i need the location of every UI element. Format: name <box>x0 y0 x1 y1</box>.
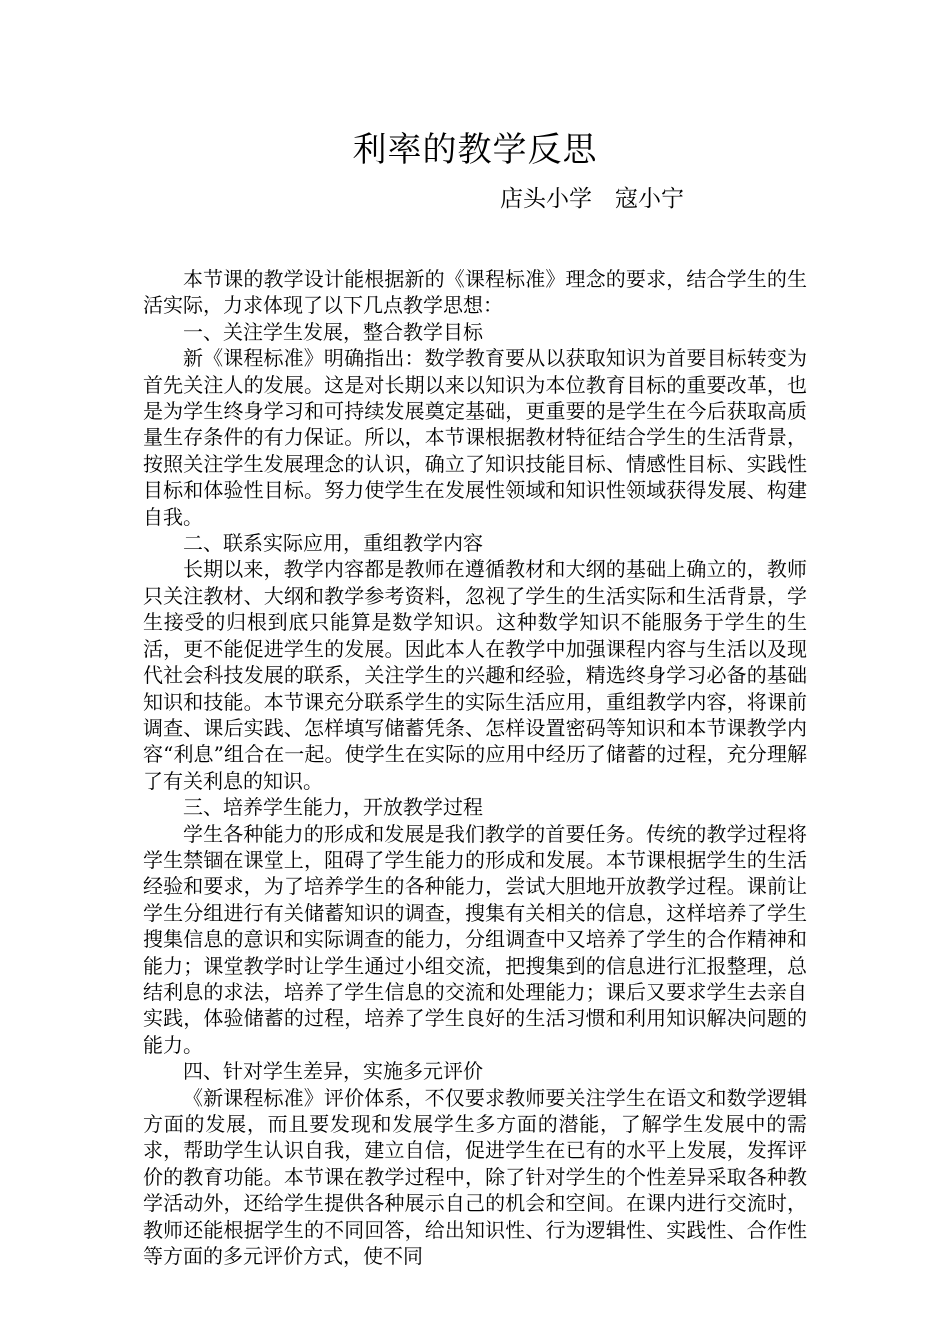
section-heading: 三、培养学生能力，开放教学过程 <box>183 795 483 820</box>
document-title: 利率的教学反思 <box>352 130 598 170</box>
body-paragraph: 《新课程标准》评价体系，不仅要求教师要关注学生在语文和数学逻辑方面的发展，而且要发现和发展学生多方面的潜能，了解学生发展中的需求，帮助学生认识自我，建立自信，促进学生在已有的水平上发展，发挥评价的教育功能。本节课在教学过程中，除了针对学生的个性差异采取各种教学活动外，还给学生提供各种展示自己的机会和空间。在课内进行交流时，教师还能根据学生的不同回答，给出知识性、行为逻辑性、实践性、合作性等方面的多元评价方式，使不同 <box>143 1085 807 1269</box>
section-heading: 四、针对学生差异，实施多元评价 <box>183 1059 483 1084</box>
body-paragraph: 学生各种能力的形成和发展是我们教学的首要任务。传统的教学过程将学生禁锢在课堂上，阻碍了学生能力的形成和发展。本节课根据学生的生活经验和要求，为了培养学生的各种能力，尝试大胆地开放教学过程。课前让学生分组进行有关储蓄知识的调查，搜集有关相关的信息，这样培养了学生搜集信息的意识和实际调查的能力，分组调查中又培养了学生的合作精神和能力；课堂教学时让学生通过小组交流，把搜集到的信息进行汇报整理，总结利息的求法，培养了学生信息的交流和处理能力；课后又要求学生去亲自实践，体验储蓄的过程，培养了学生良好的生活习惯和利用知识解决问题的能力。 <box>143 821 807 1057</box>
body-paragraph: 长期以来，教学内容都是教师在遵循教材和大纲的基础上确立的，教师只关注教材、大纲和教学参考资料，忽视了学生的生活实际和生活背景，学生接受的归根到底只能算是数学知识。这种数学知识不能服务于学生的生活，更不能促进学生的发展。因此本人在教学中加强课程内容与生活以及现代社会科技发展的联系，关注学生的兴趣和经验，精选终身学习必备的基础知识和技能。本节课充分联系学生的实际生活应用，重组教学内容，将课前调查、课后实践、怎样填写储蓄凭条、怎样设置密码等知识和本节课教学内容“利息”组合在一起。使学生在实际的应用中经历了储蓄的过程，充分理解了有关利息的知识。 <box>143 557 807 793</box>
document-body <box>143 266 807 1269</box>
section-heading: 二、联系实际应用，重组教学内容 <box>183 531 483 556</box>
section-heading: 一、关注学生发展，整合教学目标 <box>183 319 483 344</box>
author-byline: 店头小学 寇小宁 <box>500 186 684 212</box>
body-paragraph: 新《课程标准》明确指出：数学教育要从以获取知识为首要目标转变为首先关注人的发展。这是对长期以来以知识为本位教育目标的重要改革，也是为学生终身学习和可持续发展奠定基础，更重要的是学生在今后获取高质量生存条件的有力保证。所以，本节课根据教材特征结合学生的生活背景，按照关注学生发展理念的认识，确立了知识技能目标、情感性目标、实践性目标和体验性目标。努力使学生在发展性领域和知识性领域获得发展、构建自我。 <box>143 346 807 529</box>
body-paragraph: 本节课的教学设计能根据新的《课程标准》理念的要求，结合学生的生活实际，力求体现了以下几点教学思想： <box>143 267 807 318</box>
